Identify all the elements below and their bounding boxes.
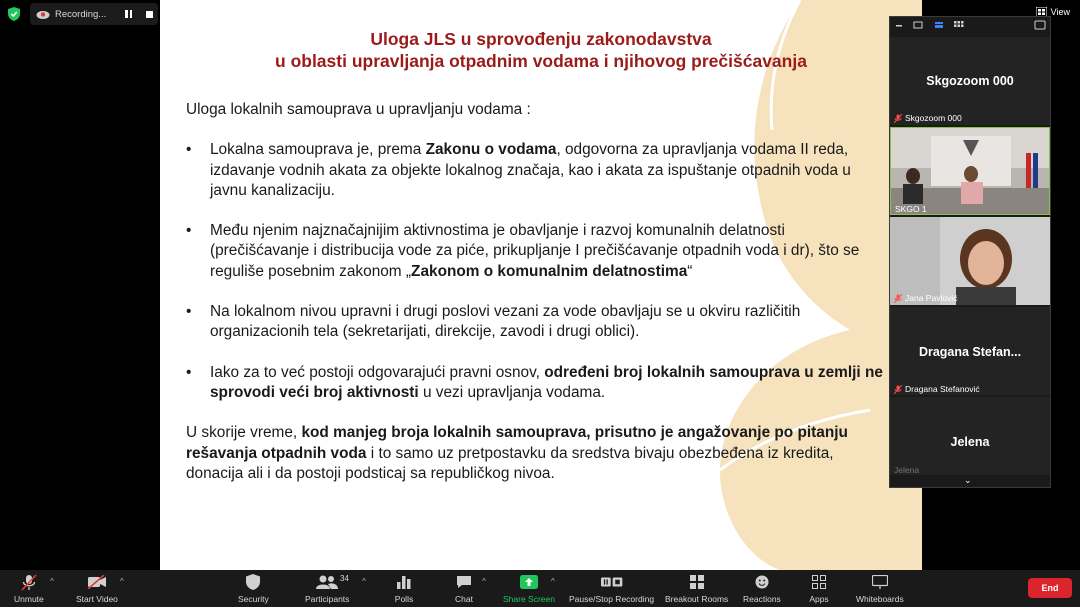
chevron-up-icon[interactable]: ^ xyxy=(50,577,54,586)
view-label: View xyxy=(1050,7,1070,17)
bullet-marker: • xyxy=(186,363,192,381)
breakout-rooms-label: Breakout Rooms xyxy=(665,594,729,604)
whiteboards-label: Whiteboards xyxy=(856,594,904,604)
stop-recording-icon[interactable] xyxy=(146,11,153,18)
participant-name-label xyxy=(894,465,919,475)
bullet-text: Na lokalnom nivou upravni i drugi poslovi vezani za vode obavljaju se u okviru različitih organizacionih tela (sekretarijati, direkcije, zavodi i drugi oblici). xyxy=(210,303,801,341)
participant-name-label xyxy=(894,384,980,394)
mic-muted-icon xyxy=(18,573,40,591)
chevron-down-icon[interactable]: ⌄ xyxy=(964,475,972,485)
unmute-button[interactable] xyxy=(14,573,44,604)
participant-display-name: Jelena xyxy=(950,435,990,449)
chat-label: Chat xyxy=(455,594,473,604)
participant-tile[interactable] xyxy=(890,307,1050,395)
participant-name: Jelena xyxy=(894,465,920,475)
slide-body xyxy=(186,100,886,504)
whiteboard-icon xyxy=(869,573,891,591)
reactions-label: Reactions xyxy=(743,594,781,604)
participants-icon xyxy=(316,573,338,591)
recording-label: Recording... xyxy=(55,8,107,20)
polls-button[interactable] xyxy=(393,573,415,604)
chevron-up-icon[interactable]: ^ xyxy=(362,577,366,586)
participant-tile[interactable] xyxy=(890,37,1050,125)
slide-closing xyxy=(186,423,886,484)
chat-button[interactable] xyxy=(453,573,475,604)
panel-layout-icons[interactable] xyxy=(890,17,1050,35)
polls-label: Polls xyxy=(394,594,414,604)
breakout-rooms-button[interactable] xyxy=(665,573,728,604)
share-screen-icon xyxy=(518,573,540,591)
pause-recording-icon[interactable] xyxy=(125,10,132,18)
video-feed-person xyxy=(890,217,1050,305)
bullet-bold-text: Zakonom o komunalnim delatnostima xyxy=(411,262,688,280)
participant-name: Skgozoom 000 xyxy=(905,113,962,123)
mic-muted-icon xyxy=(894,114,902,123)
chevron-up-icon[interactable]: ^ xyxy=(482,577,486,586)
panel-toolbar xyxy=(890,17,1050,35)
recording-indicator xyxy=(30,3,158,25)
bullet-text: , odgovorna za upravljanja vodama II reda, izdavanje vodnih akata za objekte lokalnog značaja, kao i akata za ispuštanje otpadnih voda u javnu kanalizaciju. xyxy=(210,141,851,199)
bullet-item xyxy=(186,363,886,404)
bullet-marker: • xyxy=(186,222,192,240)
apps-label: Apps xyxy=(809,594,829,604)
chevron-up-icon[interactable]: ^ xyxy=(551,577,555,586)
participant-name-label xyxy=(895,204,927,214)
participant-name-label xyxy=(894,293,957,303)
end-meeting-button[interactable]: End xyxy=(1028,578,1072,598)
participant-display-name: Skgozoom 000 xyxy=(926,74,1014,88)
meeting-toolbar xyxy=(0,570,1080,607)
cloud-recording-icon xyxy=(36,9,50,19)
slide-intro: Uloga lokalnih samouprava u upravljanju vodama : xyxy=(186,101,531,118)
start-video-button[interactable] xyxy=(76,573,118,604)
video-feed-room xyxy=(891,128,1050,215)
slide-title-line1: Uloga JLS u sprovođenju zakonodavstva xyxy=(370,29,712,49)
breakout-rooms-icon xyxy=(686,573,708,591)
participants-label: Participants xyxy=(305,594,350,604)
security-button[interactable] xyxy=(238,573,269,604)
participant-video-tile[interactable] xyxy=(890,217,1050,305)
shield-icon[interactable] xyxy=(8,7,20,21)
chat-icon xyxy=(453,573,475,591)
apps-button[interactable] xyxy=(808,573,830,604)
slide-title-line2: u oblasti upravljanja otpadnim vodama i njihovog prečišćavanja xyxy=(275,51,807,71)
chevron-up-icon[interactable]: ^ xyxy=(120,577,124,586)
bullet-text: Iako za to već postoji odgovarajući pravni osnov, xyxy=(210,363,545,381)
closing-text: U skorije vreme, xyxy=(186,424,302,442)
bullet-bold-text: određeni broj lokalnih samouprava u zemlji ne sprovodi veći broj aktivnosti xyxy=(210,363,883,401)
bullet-item xyxy=(186,302,886,343)
smiley-icon xyxy=(751,573,773,591)
pause-stop-icon xyxy=(601,573,623,591)
participant-name: Jana Pavlović xyxy=(905,293,958,303)
bullet-list xyxy=(186,140,886,403)
video-off-icon xyxy=(86,573,108,591)
bullet-marker: • xyxy=(186,303,192,321)
share-screen-label: Share Screen xyxy=(503,594,555,604)
reactions-button[interactable] xyxy=(743,573,781,604)
security-label: Security xyxy=(238,594,269,604)
participant-name: Dragana Stefanović xyxy=(905,384,980,394)
whiteboards-button[interactable] xyxy=(856,573,904,604)
start-video-label: Start Video xyxy=(76,594,118,604)
share-screen-button[interactable] xyxy=(503,573,555,604)
participants-count: 34 xyxy=(340,574,349,583)
shared-screen-slide xyxy=(160,0,922,570)
bullet-marker: • xyxy=(186,141,192,159)
mic-muted-icon xyxy=(894,294,902,303)
participant-name: SKGO 1 xyxy=(895,204,927,214)
mic-muted-icon xyxy=(894,385,902,394)
pause-recording-label: Pause/Stop Recording xyxy=(569,594,655,604)
participant-tile[interactable] xyxy=(890,397,1050,475)
bullet-text: Lokalna samouprava je, prema xyxy=(210,141,426,159)
participant-name-label xyxy=(894,113,962,123)
closing-bold-text: kod manjeg broja lokalnih samouprava, prisutno je angažovanje po pitanju rešavanja otpadnih voda xyxy=(186,424,848,462)
participant-video-tile[interactable] xyxy=(890,127,1050,215)
bullet-item xyxy=(186,221,886,282)
shield-icon xyxy=(242,573,264,591)
participants-video-panel xyxy=(889,16,1051,488)
bullet-text: “ xyxy=(687,262,693,280)
closing-text: i to samo uz pretpostavku da sredstva bivaju obezbeđena iz kredita, donacija ali i da postoji podsticaj sa republičkog nivoa. xyxy=(186,444,834,482)
bullet-item xyxy=(186,140,886,201)
bullet-text: u vezi upravljanja vodama. xyxy=(418,383,606,401)
pause-stop-recording-button[interactable] xyxy=(569,573,654,604)
unmute-label: Unmute xyxy=(14,594,44,604)
slide-title xyxy=(160,28,922,72)
apps-icon xyxy=(808,573,830,591)
bar-chart-icon xyxy=(393,573,415,591)
participant-display-name: Dragana Stefan... xyxy=(918,345,1022,359)
bullet-bold-text: Zakonu o vodama xyxy=(425,141,557,159)
bullet-text: Među njenim najznačajnijim aktivnostima je obavljanje i razvoj komunalnih delatnosti (prečišćavanje i distribucija vode za piće, prikupljanje I prečišćavanje otpadnih voda i dr), što se reguliše posebnim zakonom „ xyxy=(210,222,860,280)
